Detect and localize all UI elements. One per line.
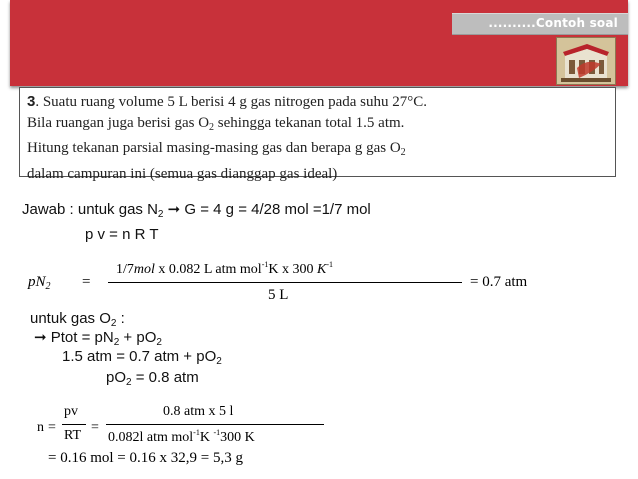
ptot-sub1: 2 [113,337,120,348]
eq1-result: = 0.7 atm [470,274,528,290]
building-logo-icon [556,37,616,85]
problem-statement [19,87,616,182]
eq1-numerator [116,260,333,278]
eq2-den-c: 300 K [220,430,255,445]
po2-result [106,369,199,388]
problem-line-2b: sehingga tekanan total 1.5 atm. [214,114,405,131]
right-arrow-icon: ➞ [34,329,47,346]
eq1-num-b: x 0.082 L atm mol [158,262,262,277]
eq2-final: = 0.16 mol = 0.16 x 32,9 = 5,3 g [48,450,243,466]
eq2-n: n [37,420,44,435]
eq2-den-exp2: -1 [213,428,221,437]
eq2-eq-b: = [91,420,99,435]
eq2-pv: pv [64,404,78,419]
eq2-pv-bar [62,424,86,425]
problem-line-4: dalam campuran ini (semua gas dianggap gas ideal) [27,165,338,182]
eq2-fraction-bar [106,424,324,425]
eq1-equals: = [82,274,91,290]
answer-intro [22,200,371,220]
eq2-numerator: 0.8 atm x 5 l [163,404,234,419]
eq1-num-mol: mol [133,262,155,277]
answer-intro-a: Jawab : untuk gas N [22,201,158,218]
ptot-b: + pO [119,329,157,346]
eq1-lhs [28,274,51,292]
o2-label-b: : [116,310,125,327]
problem-line-3-sub: 2 [400,147,406,158]
eq2-eq: = [48,420,56,435]
eq1-num-K: K [317,262,327,277]
ideal-gas-law: p v = n R T [85,226,159,243]
eq1-num-c: K x 300 [268,262,314,277]
total-pressure-line [62,348,222,367]
eq1-denominator: 5 L [268,287,289,303]
o2-label-a: untuk gas O [30,310,111,327]
section-tag-label: ..........Contoh soal [488,16,618,30]
po2-b: = 0.8 atm [131,369,199,386]
line-15-sub: 2 [216,356,222,367]
eq2-den-b: K [199,430,210,445]
eq2-den-exp1: -1 [193,428,200,437]
eq2-RT: RT [64,428,82,443]
problem-line-2-sub: 2 [209,121,215,133]
ptot-sub2: 2 [156,337,162,348]
po2-a: pO [106,369,127,386]
o2-label-sub: 2 [110,318,117,329]
problem-line-2a: Bila ruangan juga berisi gas O [27,114,210,131]
eq1-fraction-bar [108,282,462,283]
o2-label [30,310,125,329]
problem-line-1: . Suatu ruang volume 5 L berisi 4 g gas nitrogen pada suhu 27°C. [35,94,427,110]
eq2-den-a: 0.082l atm mol [108,430,194,445]
eq1-lhs-sub: 2 [45,281,51,292]
eq2-denominator [108,428,255,446]
eq1-num-exp1: -1 [261,260,269,269]
answer-intro-b: G = 4 g = 4/28 mol =1/7 mol [184,201,371,218]
eq1-num-exp2: -1 [326,260,334,269]
ptot-a: Ptot = pN [50,329,114,346]
right-arrow-icon: ➞ [167,201,181,218]
eq1-lhs-p: pN [28,274,46,290]
line-15-a: 1.5 atm = 0.7 atm + pO [62,348,217,365]
eq1-num-a: 1/7 [116,262,134,277]
ptot-line [34,328,162,348]
answer-intro-sub: 2 [157,209,164,220]
problem-number: 3 [27,93,36,110]
po2-sub: 2 [126,377,132,388]
section-tag [452,13,628,35]
problem-line-3a: Hitung tekanan parsial masing-masing gas dan berapa g gas O [27,140,401,156]
